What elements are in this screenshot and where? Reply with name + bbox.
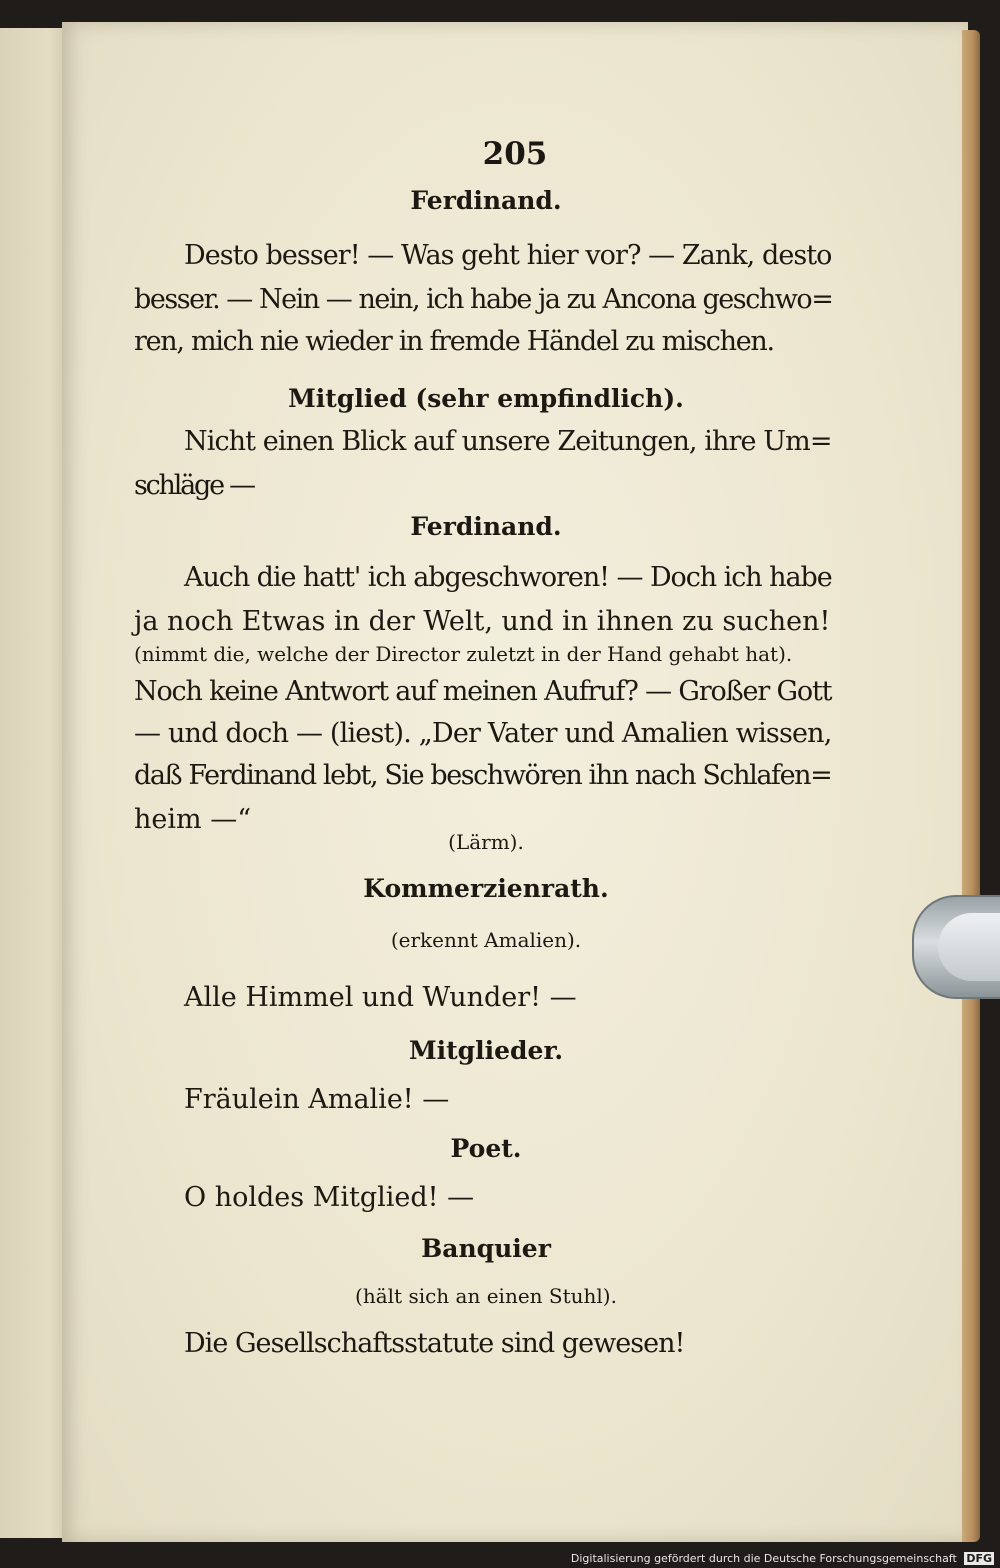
text-line: ren, mich nie wieder in fremde Händel zu mischen. <box>134 326 774 357</box>
text-line: ja noch Etwas in der Welt, und in ihnen zu suchen! <box>134 606 831 637</box>
dfg-logo: DFG <box>966 1552 992 1565</box>
text-line: Nicht einen Blick auf unsere Zeitungen, ihre Um= <box>184 426 832 457</box>
text-line: Auch die hatt' ich abgeschworen! — Doch ich habe <box>184 562 832 593</box>
credit-text: Digitalisierung gefördert durch die Deutsche Forschungsgemeinschaft <box>570 1552 957 1565</box>
page-block-edge <box>962 30 980 1542</box>
speaker-name: Mitglied (sehr empfindlich). <box>288 384 684 413</box>
digitization-credit <box>571 1552 994 1565</box>
speaker-name: Ferdinand. <box>410 186 562 215</box>
speaker-name: Mitglieder. <box>408 1036 564 1065</box>
page-number: 205 <box>482 136 548 172</box>
text-line: Fräulein Amalie! — <box>184 1084 450 1115</box>
speaker-name: Kommerzienrath. <box>363 874 609 903</box>
speaker-name: Ferdinand. <box>410 512 562 541</box>
text-line: Die Gesellschaftsstatute sind gewesen! <box>184 1328 685 1359</box>
text-line: besser. — Nein — nein, ich habe ja zu Ancona geschwo= <box>134 284 833 315</box>
text-line: heim —“ <box>134 804 251 835</box>
text-line: schläge — <box>134 470 254 501</box>
stage-direction: (Lärm). <box>448 830 524 854</box>
text-line: Noch keine Antwort auf meinen Aufruf? — Großer Gott <box>134 676 832 707</box>
stage-direction: (nimmt die, welche der Director zuletzt in der Hand gehabt hat). <box>134 642 793 666</box>
speaker-name: Banquier <box>421 1234 551 1263</box>
text-line: O holdes Mitglied! — <box>184 1182 475 1213</box>
stage-direction: (erkennt Amalien). <box>390 928 582 952</box>
text-line: — und doch — (liest). „Der Vater und Amalien wissen, <box>134 718 832 749</box>
text-line: Desto besser! — Was geht hier vor? — Zank, desto <box>184 240 832 271</box>
stage-direction: (hält sich an einen Stuhl). <box>355 1284 617 1308</box>
text-line: daß Ferdinand lebt, Sie beschwören ihn nach Schlafen= <box>134 760 832 791</box>
speaker-name: Poet. <box>450 1134 522 1163</box>
text-line: Alle Himmel und Wunder! — <box>184 982 577 1013</box>
